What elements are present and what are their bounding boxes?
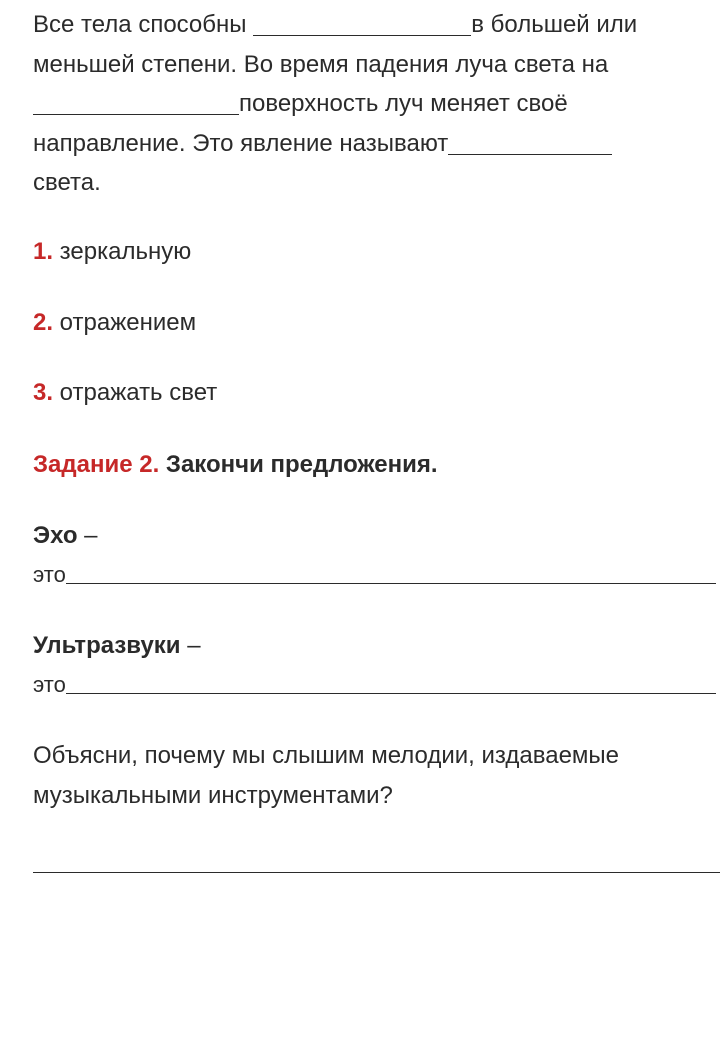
option-number: 1.: [33, 238, 54, 265]
term-dash: –: [77, 522, 98, 549]
intro-line-4: [33, 124, 693, 164]
answer-option-3: [33, 378, 217, 408]
term-prefix: это: [33, 562, 66, 587]
term-prefix: это: [33, 672, 66, 697]
intro-text: меньшей степени. Во время падения луча света на: [33, 50, 609, 78]
intro-line-5: [33, 163, 693, 203]
intro-text: направление. Это явление называют: [33, 129, 449, 157]
task-2-heading: [33, 450, 438, 480]
blank-field-3[interactable]: [448, 127, 612, 155]
question-line-1: Объясни, почему мы слышим мелодии, издаваемые: [33, 742, 620, 769]
option-number: 3.: [33, 379, 54, 406]
intro-text: в большей или: [471, 11, 638, 38]
intro-text: Все тела способны: [33, 11, 254, 38]
term-name: Эхо: [33, 522, 78, 549]
answer-option-2: [33, 308, 196, 338]
term-echo: [33, 521, 98, 551]
answer-blank-question[interactable]: [33, 872, 720, 873]
answer-option-1: [33, 237, 191, 267]
option-text: отражать свет: [53, 379, 218, 406]
option-text: зеркальную: [53, 238, 192, 265]
option-number: 2.: [33, 309, 54, 336]
task-2-text: Закончи предложения.: [159, 451, 438, 478]
term-ultrasound-fill: [33, 671, 720, 699]
intro-text: света.: [33, 169, 101, 196]
intro-text: поверхность луч меняет своё: [239, 90, 568, 117]
question-line-2: музыкальными инструментами?: [33, 781, 393, 809]
blank-field-1[interactable]: [253, 8, 471, 36]
term-echo-fill: [33, 561, 720, 589]
intro-line-3: [33, 84, 693, 124]
option-text: отражением: [53, 309, 197, 336]
term-ultrasound: [33, 631, 201, 661]
answer-blank-echo[interactable]: [66, 562, 716, 584]
intro-paragraph: [33, 5, 693, 203]
term-dash: –: [180, 632, 201, 659]
blank-field-2[interactable]: [33, 87, 239, 115]
question-paragraph: [33, 736, 693, 815]
intro-line-1: [33, 5, 693, 45]
answer-blank-ultrasound[interactable]: [66, 672, 716, 694]
task-2-label: Задание 2.: [33, 451, 160, 478]
intro-line-2: [33, 45, 693, 85]
term-name: Ультразвуки: [33, 632, 181, 659]
